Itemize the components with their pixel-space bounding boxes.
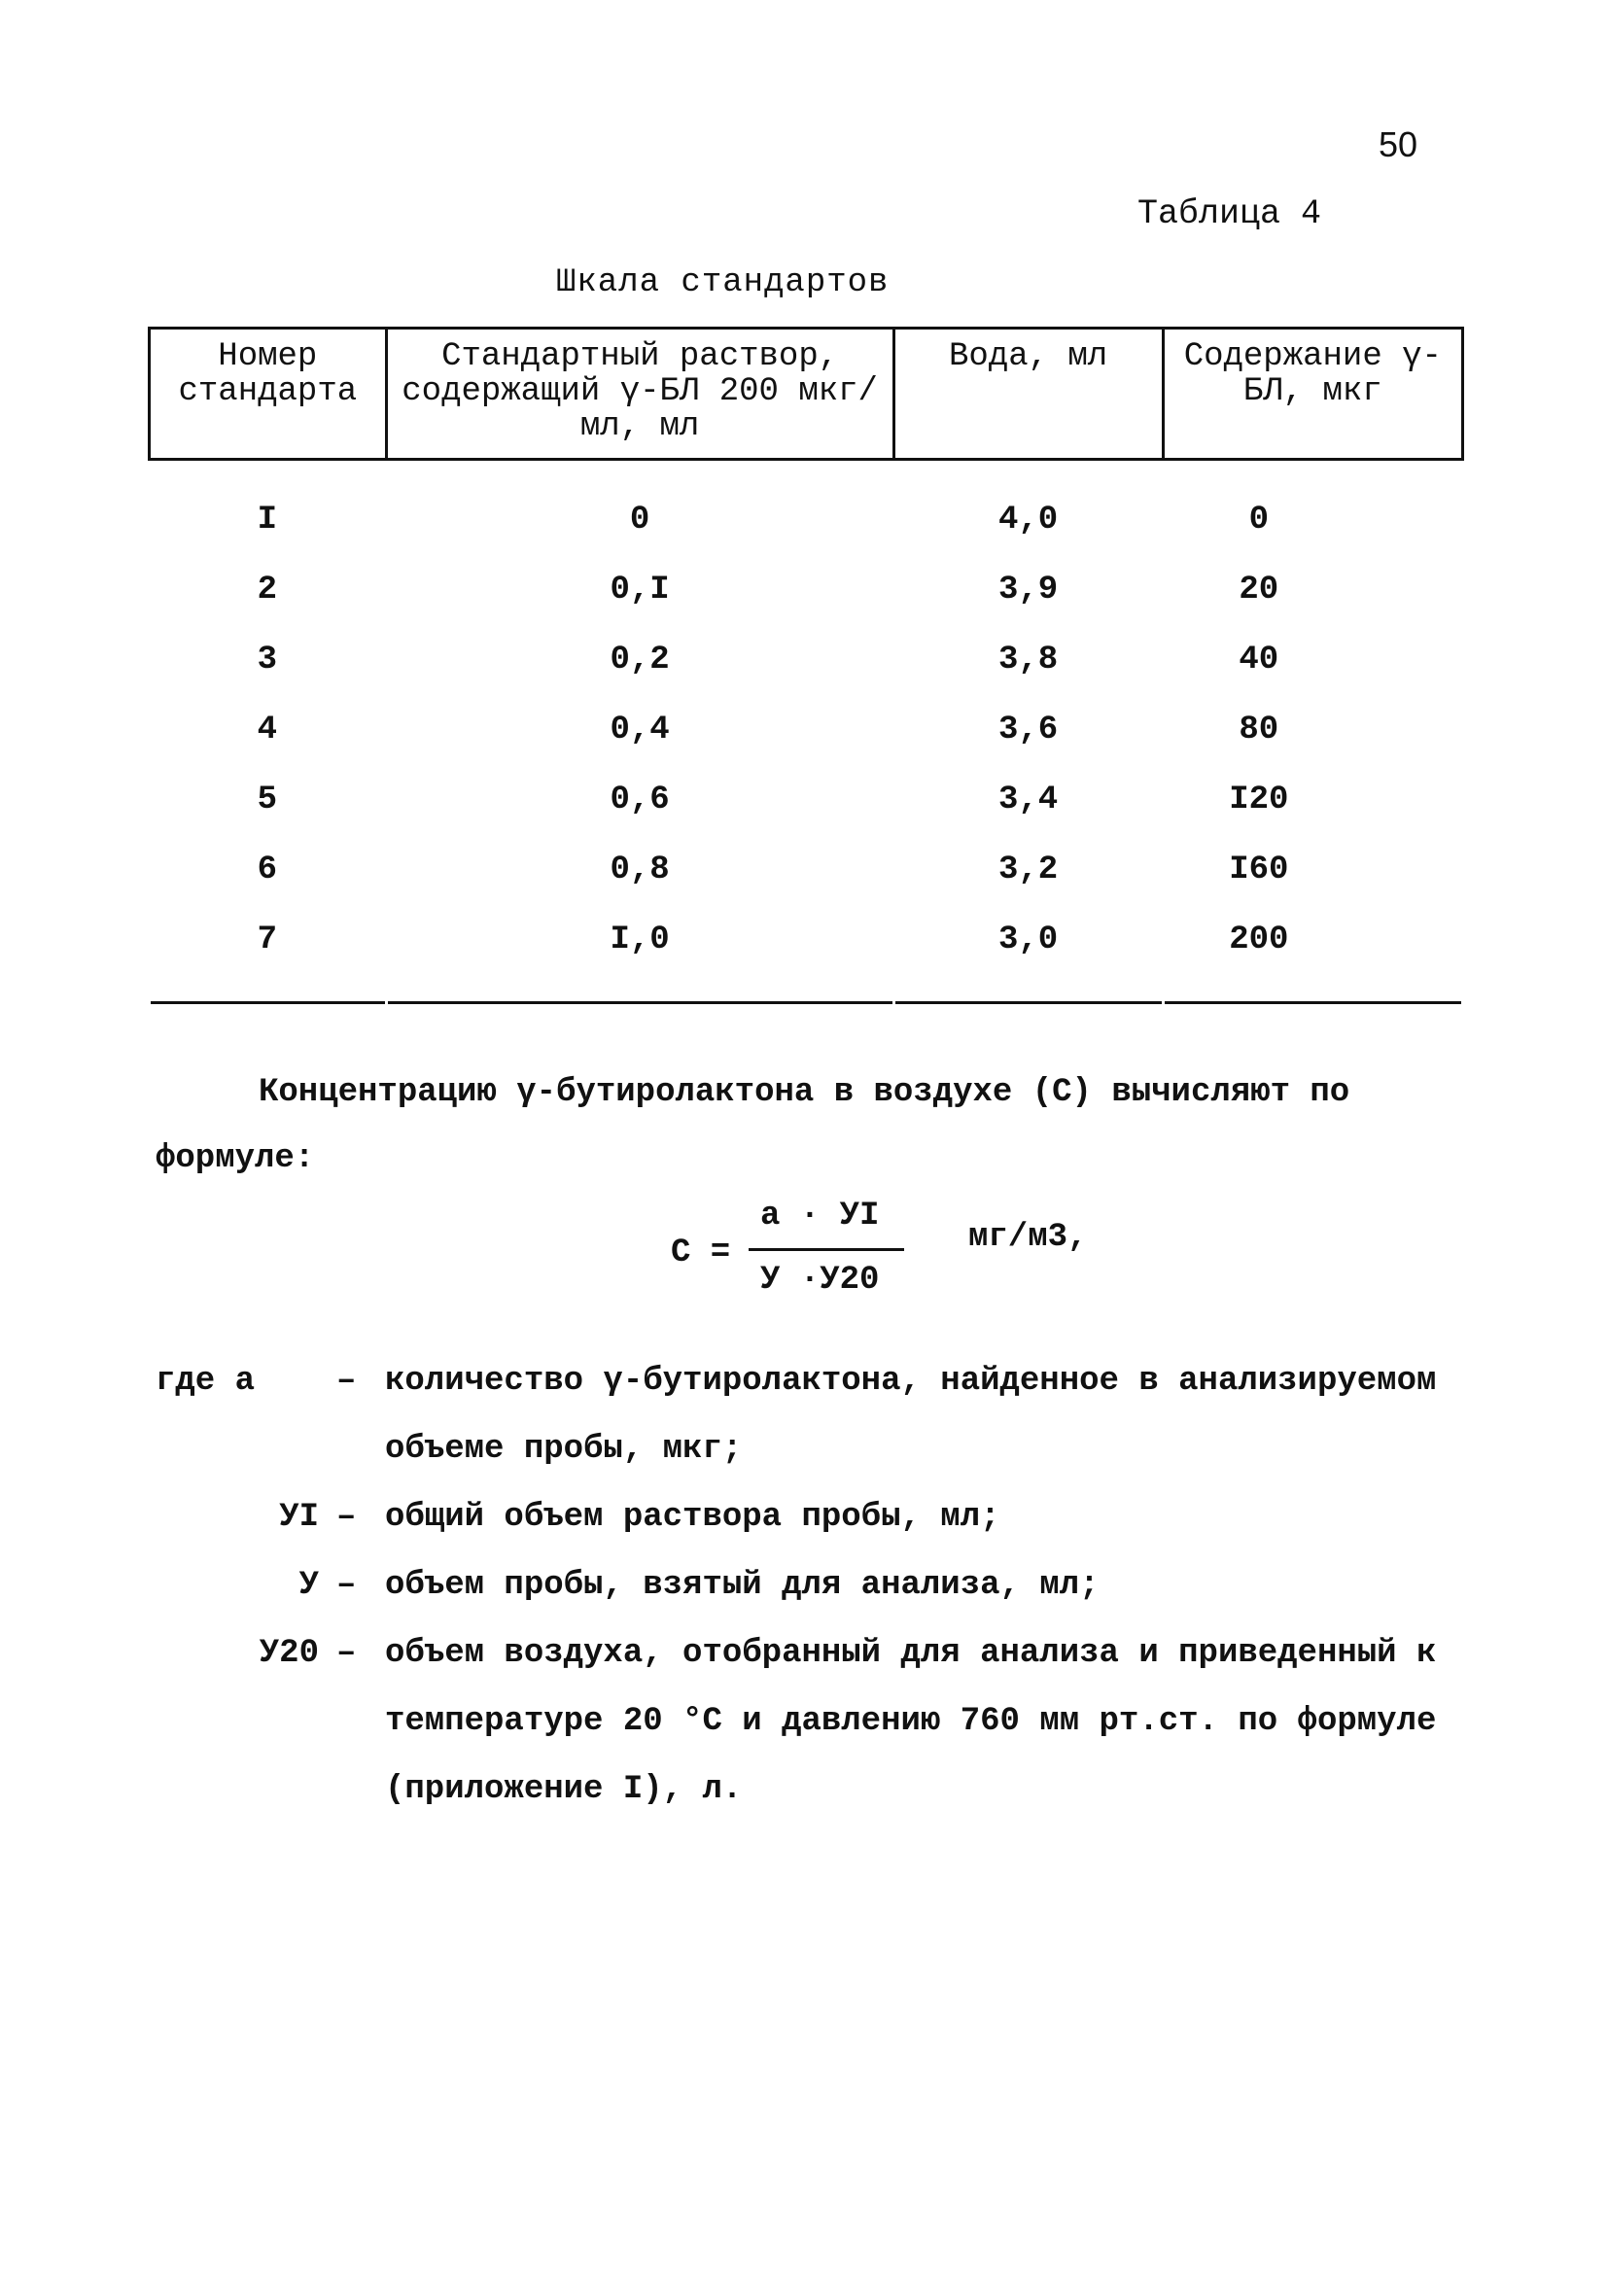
definition-symbol: У20 — [259, 1635, 319, 1672]
table-row — [150, 835, 1463, 905]
table-row — [150, 765, 1463, 835]
definitions-list — [156, 1347, 1468, 1824]
cell-solution: 0,6 — [610, 782, 670, 818]
definition-text: объем пробы, взятый для анализа, мл; — [385, 1567, 1100, 1604]
header-water: Вода, мл — [893, 329, 1163, 460]
table-title: Шкала стандартов — [556, 264, 890, 301]
cell-water: 3,0 — [998, 922, 1059, 958]
cell-content: 40 — [1239, 642, 1279, 678]
cell-solution: 0,2 — [610, 642, 670, 678]
cell-solution: I,0 — [610, 922, 670, 958]
standards-table — [148, 327, 1464, 1004]
cell-solution: 0,8 — [610, 852, 670, 888]
formula-lhs: С = — [671, 1235, 731, 1271]
cell-water: 3,8 — [998, 642, 1059, 678]
header-standard-number: Номер стандарта — [150, 329, 387, 460]
cell-number: 2 — [257, 572, 278, 609]
cell-content: 0 — [1248, 502, 1270, 539]
formula-denominator: У ·У20 — [760, 1262, 880, 1299]
cell-solution: 0,I — [610, 572, 670, 609]
definition-dash: – — [336, 1363, 357, 1400]
definition-item — [156, 1347, 1468, 1483]
table-row — [150, 555, 1463, 625]
definition-dash: – — [336, 1567, 357, 1604]
definition-symbol: УI — [279, 1499, 319, 1536]
cell-number: 3 — [257, 642, 278, 678]
definition-symbol: У — [298, 1567, 319, 1604]
cell-number: 7 — [257, 922, 278, 958]
cell-content: 200 — [1229, 922, 1289, 958]
cell-number: 6 — [257, 852, 278, 888]
cell-number: 4 — [257, 712, 278, 748]
cell-content: I20 — [1229, 782, 1289, 818]
definition-text: объем воздуха, отобранный для анализа и приведенный к температуре 20 °С и давлению 760 мм рт.ст. по формуле (приложение I), л. — [385, 1635, 1437, 1808]
formula-numerator: а · УI — [760, 1198, 880, 1235]
table-label: Таблица 4 — [1137, 194, 1322, 233]
table-header-row — [150, 329, 1463, 460]
cell-water: 3,6 — [998, 712, 1059, 748]
page-number: 50 — [1379, 124, 1418, 164]
header-standard-solution: Стандартный раствор, содержащий γ-БЛ 200 мкг/мл, мл — [386, 329, 893, 460]
definition-dash: – — [336, 1499, 357, 1536]
cell-content: 80 — [1239, 712, 1279, 748]
definition-symbol: где а — [156, 1363, 256, 1400]
table-row — [150, 625, 1463, 695]
cell-water: 3,2 — [998, 852, 1059, 888]
definition-text: количество γ-бутиролактона, найденное в анализируемом объеме пробы, мкг; — [385, 1363, 1437, 1468]
definition-dash: – — [336, 1635, 357, 1672]
cell-number: 5 — [257, 782, 278, 818]
cell-water: 4,0 — [998, 502, 1059, 539]
fraction-bar — [749, 1248, 904, 1251]
cell-water: 3,9 — [998, 572, 1059, 609]
cell-number: I — [257, 502, 278, 539]
table-row — [150, 460, 1463, 556]
cell-water: 3,4 — [998, 782, 1059, 818]
formula-unit: мг/м3, — [968, 1219, 1088, 1256]
table-row — [150, 905, 1463, 1003]
header-content: Содержание γ-БЛ, мкг — [1163, 329, 1462, 460]
concentration-formula — [671, 1198, 1176, 1324]
definition-item — [156, 1483, 1468, 1551]
cell-content: 20 — [1239, 572, 1279, 609]
definition-text: общий объем раствора пробы, мл; — [385, 1499, 1000, 1536]
definition-item — [156, 1619, 1468, 1824]
concentration-paragraph: Концентрацию γ-бутиролактона в воздухе (С) вычисляют по формуле: — [156, 1074, 1350, 1177]
cell-solution: 0 — [629, 502, 650, 539]
definition-item — [156, 1551, 1468, 1619]
cell-content: I60 — [1229, 852, 1289, 888]
table-row — [150, 695, 1463, 765]
cell-solution: 0,4 — [610, 712, 670, 748]
